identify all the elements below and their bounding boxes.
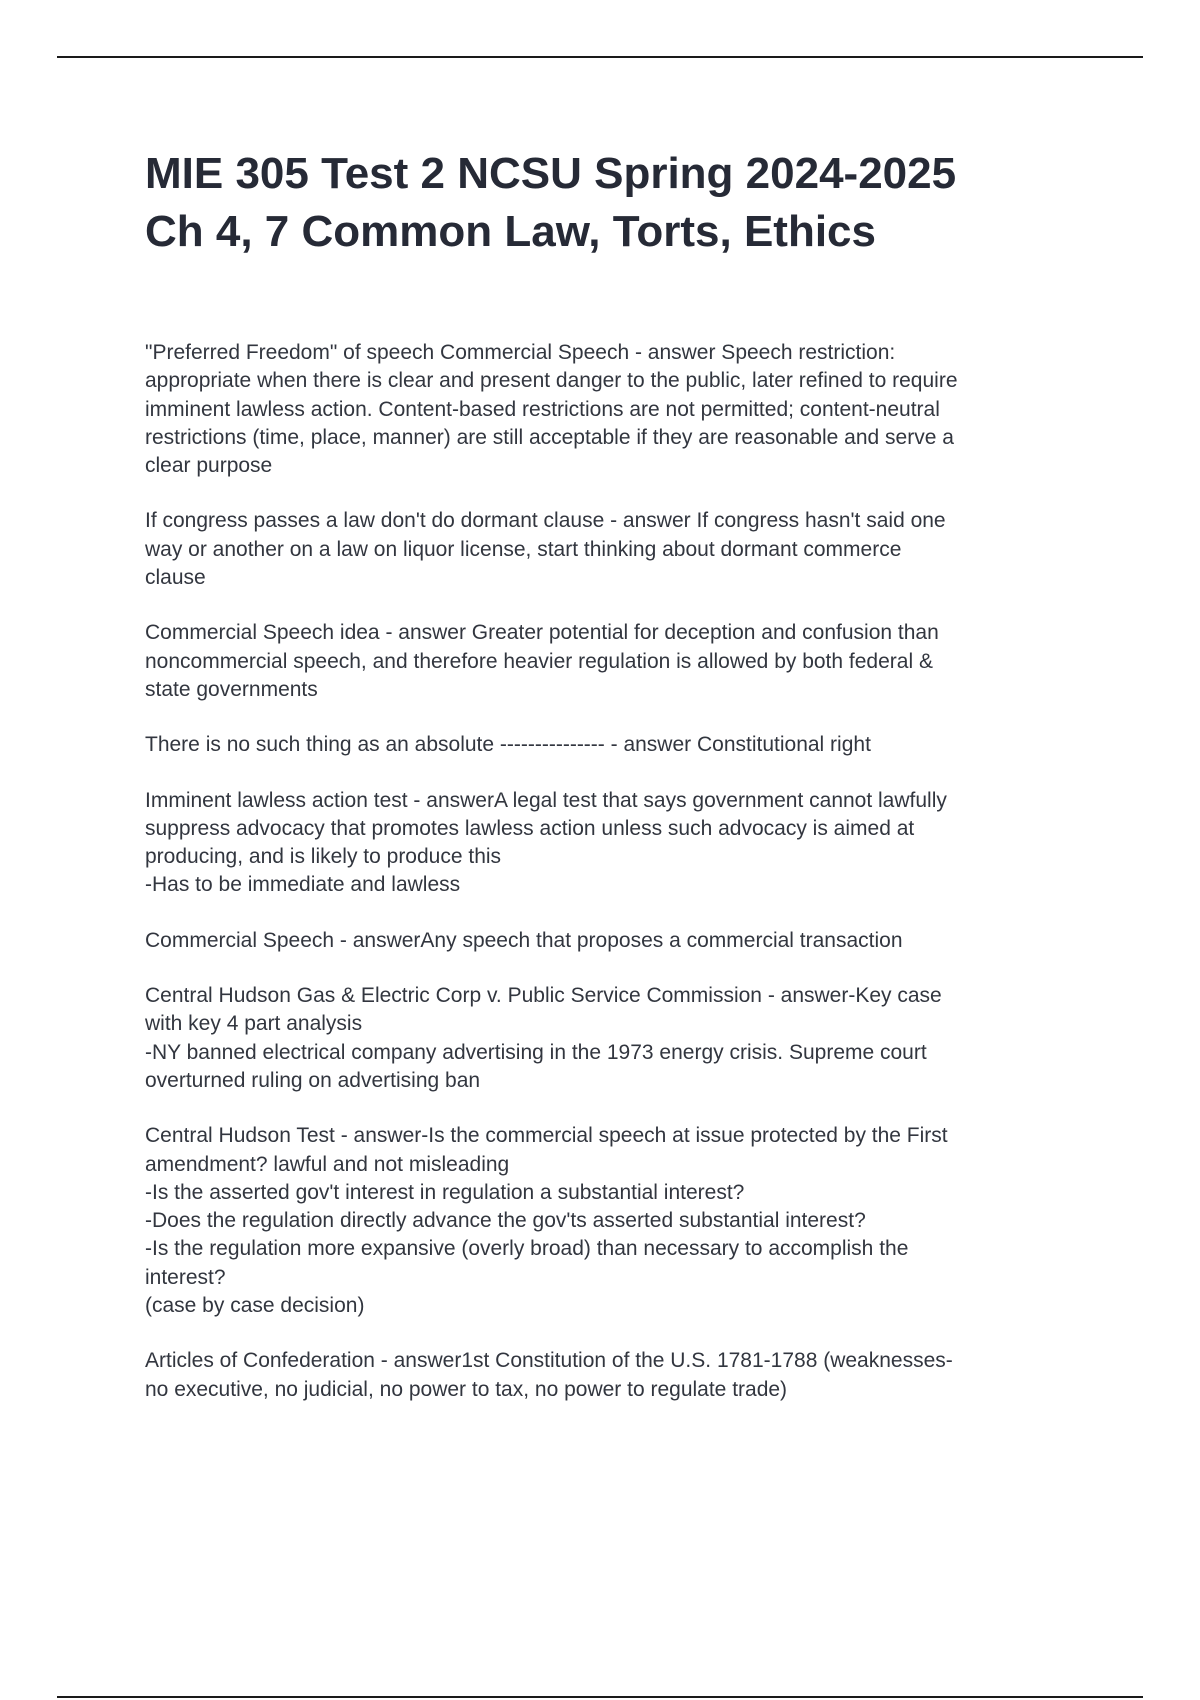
entry-text-line: no executive, no judicial, no power to tax, no power to regulate trade) [145,1377,788,1401]
flashcard-list [145,339,1085,1431]
title-line-1: MIE 305 Test 2 NCSU Spring 2024-2025 [145,149,957,198]
entry-text-line: suppress advocacy that promotes lawless action unless such advocacy is aimed at [145,816,915,840]
entry-text-line: -NY banned electrical company advertising in the 1973 energy crisis. Supreme court [145,1040,927,1064]
top-divider [57,56,1143,58]
flashcard-entry [145,927,1085,955]
flashcard-entry [145,1347,1085,1404]
entry-text-line: Central Hudson Test - answer-Is the commercial speech at issue protected by the First [145,1124,948,1148]
entry-text-line: clear purpose [145,454,273,478]
entry-text-line: "Preferred Freedom" of speech Commercial Speech - answer Speech restriction: [145,341,896,364]
flashcard-entry [145,507,1085,592]
entry-text-line: Central Hudson Gas & Electric Corp v. Public Service Commission - answer-Key case [145,984,942,1008]
flashcard-entry [145,339,1085,480]
entry-text-line: state governments [145,677,318,701]
entry-text-line: producing, and is likely to produce this [145,845,502,869]
flashcard-entry [145,619,1085,704]
entry-text-line: clause [145,566,206,590]
entry-text-line: interest? [145,1265,226,1289]
entry-text-line: There is no such thing as an absolute --------------- - answer Constitutional right [145,733,871,757]
entry-text-line: overturned ruling on advertising ban [145,1068,481,1092]
entry-text-line: appropriate when there is clear and present danger to the public, later refined to require [145,369,958,393]
entry-text-line: -Has to be immediate and lawless [145,873,461,897]
flashcard-entry [145,787,1085,900]
entry-text-line: -Is the asserted gov't interest in regulation a substantial interest? [145,1180,745,1204]
entry-text-line: noncommercial speech, and therefore heavier regulation is allowed by both federal & [145,649,933,673]
entry-text-line: Articles of Confederation - answer1st Constitution of the U.S. 1781-1788 (weaknesses- [145,1349,953,1373]
entry-text-line: restrictions (time, place, manner) are still acceptable if they are reasonable and serve a [145,425,954,449]
entry-text-line: -Does the regulation directly advance the gov'ts asserted substantial interest? [145,1209,866,1233]
entry-text-line: way or another on a law on liquor license, start thinking about dormant commerce [145,537,902,561]
flashcard-entry [145,982,1085,1095]
entry-text-line: (case by case decision) [145,1294,365,1318]
entry-text-line: Commercial Speech idea - answer Greater potential for deception and confusion than [145,621,939,645]
entry-text-line: If congress passes a law don't do dormant clause - answer If congress hasn't said one [145,509,946,533]
flashcard-entry [145,731,1085,759]
bottom-divider [57,1696,1143,1698]
entry-text-line: with key 4 part analysis [145,1012,363,1036]
entry-text-line: amendment? lawful and not misleading [145,1152,510,1176]
flashcard-entry [145,1122,1085,1320]
entry-text-line: -Is the regulation more expansive (overly broad) than necessary to accomplish the [145,1237,909,1261]
entry-text-line: imminent lawless action. Content-based restrictions are not permitted; content-neutral [145,397,940,421]
entry-text-line: Imminent lawless action test - answerA legal test that says government cannot lawfully [145,788,947,812]
document-title [145,145,1085,261]
entry-text-line: Commercial Speech - answerAny speech that proposes a commercial transaction [145,928,903,952]
title-line-2: Ch 4, 7 Common Law, Torts, Ethics [145,207,876,256]
